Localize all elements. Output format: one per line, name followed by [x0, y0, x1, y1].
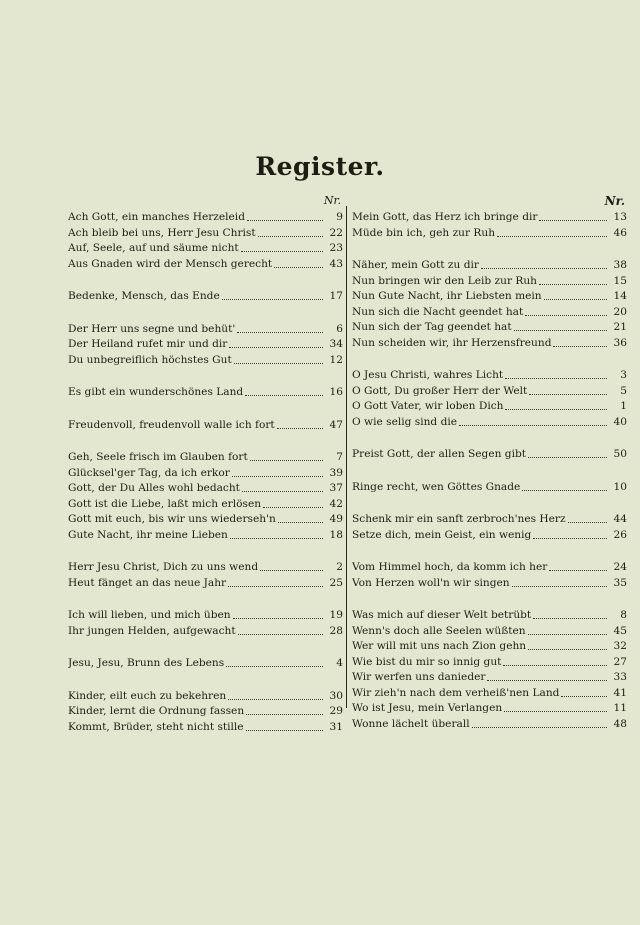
index-entry	[68, 528, 343, 544]
entry-group	[352, 447, 627, 463]
index-entry	[68, 289, 343, 305]
entry-title: Es gibt ein wunderschönes Land	[68, 386, 244, 398]
index-entry	[68, 241, 343, 257]
index-entry	[68, 689, 343, 705]
index-entry	[352, 639, 627, 655]
entry-group	[352, 368, 627, 430]
index-entry	[68, 210, 343, 226]
entry-number: 31	[329, 720, 343, 733]
entry-title: Wonne lächelt überall	[352, 717, 470, 730]
dot-leader	[277, 428, 323, 429]
index-entry	[352, 399, 627, 415]
entry-number: 27	[613, 655, 627, 668]
page-title: Register.	[255, 152, 385, 181]
entry-group	[352, 210, 627, 241]
dot-leader	[533, 618, 607, 619]
entry-number: 37	[329, 482, 343, 494]
entry-number: 47	[329, 418, 343, 431]
entry-group	[68, 656, 343, 672]
dot-leader	[228, 699, 323, 700]
entry-number: 21	[613, 321, 627, 333]
left-column	[68, 192, 343, 735]
index-entry	[68, 512, 343, 528]
entry-title: Von Herzen woll'n wir singen	[352, 576, 510, 589]
index-entry	[352, 336, 627, 352]
dot-leader	[229, 347, 323, 348]
index-entry	[68, 353, 343, 369]
dot-leader	[568, 522, 607, 523]
index-entry	[352, 258, 627, 274]
dot-leader	[539, 284, 607, 285]
index-entry	[352, 528, 627, 544]
dot-leader	[514, 330, 607, 331]
index-entry	[68, 481, 343, 497]
entry-number: 46	[613, 226, 627, 239]
index-entry	[68, 624, 343, 640]
entry-number: 9	[336, 211, 343, 223]
entry-group	[352, 608, 627, 732]
entry-title: Der Herr uns segne und behüt'	[68, 322, 236, 335]
entry-title: Gute Nacht, ihr meine Lieben	[68, 528, 228, 541]
entry-group	[68, 289, 343, 305]
entry-title: Wir zieh'n nach dem verheiß'nen Land	[352, 686, 560, 699]
entry-number: 32	[613, 640, 627, 652]
entry-number: 22	[329, 226, 343, 239]
entry-title: Ihr jungen Helden, aufgewacht	[68, 624, 236, 637]
entry-number: 15	[613, 274, 627, 287]
dot-leader	[274, 267, 323, 268]
entry-title: Nun Gute Nacht, ihr Liebsten mein	[352, 290, 542, 302]
dot-leader	[241, 251, 323, 252]
dot-leader	[228, 586, 323, 587]
index-entry	[352, 274, 627, 290]
index-entry	[352, 368, 627, 384]
index-entry	[352, 289, 627, 305]
entry-number: 25	[329, 576, 343, 589]
entry-group	[68, 450, 343, 543]
entry-title: Heut fänget an das neue Jahr	[68, 576, 227, 589]
entry-title: Ach Gott, ein manches Herzeleid	[68, 211, 245, 223]
dot-leader	[250, 460, 323, 461]
entry-title: Nun sich die Nacht geendet hat	[352, 305, 524, 318]
dot-leader	[263, 507, 323, 508]
entry-title: Ich will lieben, und mich üben	[68, 609, 231, 621]
entry-title: Gott mit euch, bis wir uns wiederseh'n	[68, 513, 276, 525]
entry-group	[68, 385, 343, 401]
dot-leader	[544, 299, 607, 300]
entry-number: 48	[613, 717, 627, 730]
entry-number: 17	[329, 290, 343, 302]
entry-number: 36	[613, 336, 627, 349]
entry-number: 7	[336, 451, 343, 463]
entry-number: 20	[613, 305, 627, 318]
entry-title: Näher, mein Gott zu dir	[352, 259, 479, 271]
dot-leader	[459, 425, 607, 426]
dot-leader	[525, 315, 607, 316]
entry-group	[352, 480, 627, 496]
index-entry	[68, 608, 343, 624]
dot-leader	[528, 634, 607, 635]
index-entry	[352, 670, 627, 686]
dot-leader	[237, 332, 323, 333]
entry-group	[68, 322, 343, 369]
dot-leader	[549, 570, 607, 571]
entry-title: Ach bleib bei uns, Herr Jesu Christ	[68, 226, 256, 239]
index-entry	[68, 656, 343, 672]
entry-title: Geh, Seele frisch im Glauben fort	[68, 451, 248, 463]
entry-number: 35	[613, 576, 627, 589]
dot-leader	[247, 220, 323, 221]
dot-leader	[234, 363, 323, 364]
left-entry-list	[68, 210, 343, 735]
dot-leader	[504, 711, 607, 712]
entry-title: Gott, der Du Alles wohl bedacht	[68, 482, 240, 494]
entry-title: Glücksel'ger Tag, da ich erkor	[68, 466, 230, 479]
entry-title: Setze dich, mein Geist, ein wenig	[352, 528, 532, 541]
dot-leader	[528, 457, 607, 458]
index-entry	[68, 720, 343, 736]
entry-number: 29	[329, 705, 343, 717]
entry-title: Kommt, Brüder, steht nicht stille	[68, 720, 244, 733]
index-entry	[68, 576, 343, 592]
index-entry	[352, 576, 627, 592]
entry-number: 34	[329, 338, 343, 350]
entry-group	[352, 512, 627, 543]
entry-number: 39	[329, 466, 343, 479]
dot-leader	[503, 665, 607, 666]
entry-group	[352, 560, 627, 591]
entry-number: 5	[620, 384, 627, 397]
entry-number: 19	[329, 609, 343, 621]
entry-title: Müde bin ich, geh zur Ruh	[352, 226, 496, 239]
right-column	[352, 192, 627, 732]
entry-number: 13	[613, 211, 627, 223]
index-entry	[68, 704, 343, 720]
entry-title: Wo ist Jesu, mein Verlangen	[352, 702, 503, 714]
dot-leader	[512, 586, 607, 587]
entry-title: Schenk mir ein sanft zerbroch'nes Herz	[352, 513, 566, 525]
entry-number: 49	[329, 513, 343, 525]
entry-group	[68, 689, 343, 736]
entry-title: Nun sich der Tag geendet hat	[352, 321, 512, 333]
index-entry	[352, 624, 627, 640]
dot-leader	[487, 680, 607, 681]
index-entry	[352, 480, 627, 496]
entry-number: 42	[329, 497, 343, 510]
entry-number: 12	[329, 353, 343, 366]
index-entry	[352, 447, 627, 463]
entry-title: Bedenke, Mensch, das Ende	[68, 290, 220, 302]
entry-number: 45	[613, 624, 627, 637]
index-entry	[352, 320, 627, 336]
index-entry	[352, 717, 627, 733]
entry-title: Du unbegreiflich höchstes Gut	[68, 353, 232, 366]
entry-number: 28	[329, 624, 343, 637]
dot-leader	[260, 570, 323, 571]
entry-group	[68, 210, 343, 272]
entry-title: Vom Himmel hoch, da komm ich her	[352, 561, 548, 573]
entry-number: 30	[329, 689, 343, 702]
entry-number: 33	[613, 671, 627, 683]
index-entry	[352, 210, 627, 226]
entry-title: O Jesu Christi, wahres Licht	[352, 369, 504, 381]
entry-title: Ringe recht, wen Göttes Gnade	[352, 480, 521, 493]
entry-title: Gott ist die Liebe, laßt mich erlösen	[68, 497, 262, 510]
entry-number: 50	[613, 448, 627, 460]
entry-number: 26	[613, 528, 627, 541]
entry-number: 40	[613, 415, 627, 428]
entry-number: 4	[336, 657, 343, 669]
entry-group	[352, 258, 627, 351]
dot-leader	[222, 299, 323, 300]
entry-title: Preist Gott, der allen Segen gibt	[352, 448, 527, 460]
dot-leader	[528, 649, 607, 650]
index-entry	[352, 655, 627, 671]
dot-leader	[553, 346, 607, 347]
index-entry	[352, 560, 627, 576]
entry-title: Wie bist du mir so innig gut	[352, 655, 502, 668]
entry-number: 16	[329, 386, 343, 398]
dot-leader	[481, 268, 607, 269]
entry-number: 10	[613, 480, 627, 493]
dot-leader	[472, 727, 607, 728]
entry-number: 18	[329, 528, 343, 541]
entry-title: Aus Gnaden wird der Mensch gerecht	[68, 257, 273, 270]
entry-number: 43	[329, 257, 343, 270]
dot-leader	[246, 714, 323, 715]
dot-leader	[226, 666, 323, 667]
entry-title: Wer will mit uns nach Zion gehn	[352, 640, 527, 652]
index-entry	[352, 608, 627, 624]
entry-number: 41	[613, 686, 627, 699]
index-entry	[352, 305, 627, 321]
index-entry	[68, 337, 343, 353]
index-entry	[68, 418, 343, 434]
entry-title: O Gott Vater, wir loben Dich	[352, 400, 504, 412]
entry-title: Kinder, eilt euch zu bekehren	[68, 689, 227, 702]
entry-title: Nun scheiden wir, ihr Herzensfreund	[352, 336, 552, 349]
index-entry	[68, 385, 343, 401]
entry-number: 1	[620, 400, 627, 412]
dot-leader	[533, 538, 607, 539]
entry-number: 14	[613, 290, 627, 302]
dot-leader	[497, 236, 607, 237]
entry-number: 6	[336, 322, 343, 335]
dot-leader	[230, 538, 323, 539]
entry-title: Kinder, lernt die Ordnung fassen	[68, 705, 245, 717]
entry-title: Herr Jesu Christ, Dich zu uns wend	[68, 561, 259, 573]
dot-leader	[242, 491, 323, 492]
dot-leader	[561, 696, 607, 697]
entry-number: 11	[613, 702, 627, 714]
index-entry	[68, 322, 343, 338]
dot-leader	[529, 394, 607, 395]
index-entry	[68, 466, 343, 482]
index-entry	[352, 226, 627, 242]
index-entry	[352, 384, 627, 400]
entry-title: Nun bringen wir den Leib zur Ruh	[352, 274, 538, 287]
dot-leader	[238, 634, 323, 635]
entry-title: Freudenvoll, freudenvoll walle ich fort	[68, 418, 275, 431]
entry-title: Der Heiland rufet mir und dir	[68, 338, 228, 350]
entry-title: Was mich auf dieser Welt betrübt	[352, 609, 532, 621]
dot-leader	[232, 476, 323, 477]
dot-leader	[278, 522, 323, 523]
dot-leader	[233, 618, 323, 619]
index-entry	[68, 450, 343, 466]
entry-group	[68, 608, 343, 639]
entry-title: Mein Gott, das Herz ich bringe dir	[352, 211, 538, 223]
index-entry	[68, 226, 343, 242]
right-entry-list	[352, 210, 627, 732]
entry-title: O Gott, Du großer Herr der Welt	[352, 384, 528, 397]
index-entry	[352, 686, 627, 702]
dot-leader	[505, 409, 607, 410]
dot-leader	[246, 730, 323, 731]
index-entry	[68, 560, 343, 576]
entry-number: 23	[329, 242, 343, 254]
entry-title: Jesu, Jesu, Brunn des Lebens	[68, 657, 225, 669]
index-entry	[352, 701, 627, 717]
dot-leader	[245, 395, 323, 396]
index-entry	[352, 512, 627, 528]
index-entry	[68, 497, 343, 513]
entry-number: 8	[620, 609, 627, 621]
entry-number: 24	[613, 561, 627, 573]
dot-leader	[258, 236, 323, 237]
entry-number: 38	[613, 259, 627, 271]
entry-title: Wenn's doch alle Seelen wüßten	[352, 624, 526, 637]
entry-group	[68, 560, 343, 591]
entry-title: Wir werfen uns danieder	[352, 671, 486, 683]
dot-leader	[539, 220, 607, 221]
entry-title: O wie selig sind die	[352, 415, 458, 428]
column-divider	[346, 206, 347, 708]
entry-group	[68, 418, 343, 434]
entry-number: 44	[613, 513, 627, 525]
left-number-header: Nr.	[323, 194, 341, 207]
right-number-header: Nr.	[604, 194, 625, 208]
entry-number: 2	[336, 561, 343, 573]
entry-number: 3	[620, 369, 627, 381]
entry-title: Auf, Seele, auf und säume nicht	[68, 242, 239, 254]
index-entry	[68, 257, 343, 273]
dot-leader	[522, 490, 607, 491]
dot-leader	[505, 378, 607, 379]
index-entry	[352, 415, 627, 431]
